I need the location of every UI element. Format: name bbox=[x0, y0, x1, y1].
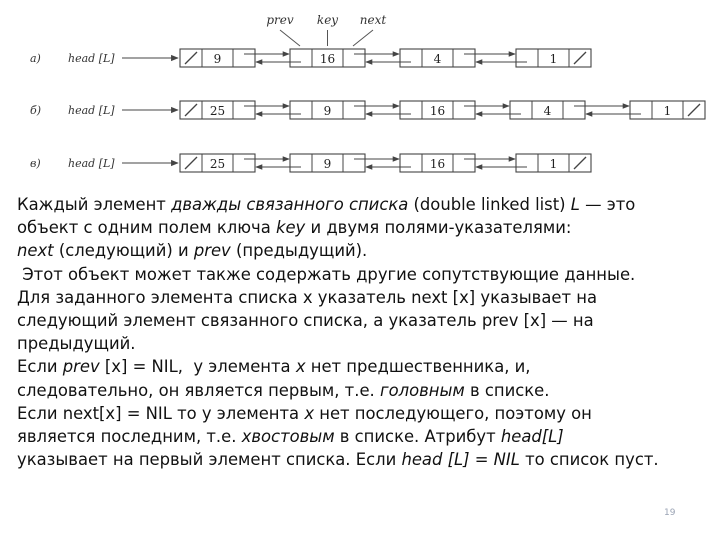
text-segment: то список пуст. bbox=[519, 450, 659, 470]
text-segment: является последним, т.е. bbox=[17, 427, 242, 447]
text-line bbox=[17, 193, 712, 216]
text-segment: следовательно, он является первым, т.е. bbox=[17, 380, 380, 400]
node-key: 9 bbox=[323, 157, 332, 171]
description-text bbox=[17, 193, 712, 471]
list-node bbox=[400, 49, 475, 67]
row-label: а) bbox=[30, 52, 41, 65]
list-node bbox=[290, 49, 365, 67]
list-node bbox=[180, 154, 255, 172]
head-label: head [L] bbox=[68, 52, 115, 65]
node-key: 9 bbox=[323, 104, 332, 118]
list-row-2 bbox=[30, 101, 705, 119]
list-node bbox=[630, 101, 705, 119]
italic-term: head [L] = NIL bbox=[401, 450, 520, 470]
node-key: 1 bbox=[549, 157, 558, 171]
text-segment: нет предшественника, и, bbox=[305, 357, 531, 377]
italic-term: prev bbox=[62, 357, 100, 377]
text-segment: (double linked list) bbox=[408, 195, 571, 214]
text-line bbox=[17, 216, 712, 239]
row-label: в) bbox=[30, 157, 41, 170]
text-segment: предыдущий. bbox=[17, 334, 136, 354]
node-key: 16 bbox=[429, 104, 446, 118]
list-row-1 bbox=[30, 49, 591, 67]
list-node bbox=[516, 154, 591, 172]
italic-term: хвостовым bbox=[241, 427, 335, 447]
text-segment: (следующий) и bbox=[53, 241, 194, 261]
text-segment: в списке. Атрибут bbox=[334, 427, 501, 447]
pointer-label-next: next bbox=[359, 13, 387, 27]
node-key: 16 bbox=[429, 157, 446, 171]
text-line bbox=[17, 355, 712, 378]
text-line bbox=[17, 448, 712, 471]
list-node bbox=[180, 101, 255, 119]
text-segment: в списке. bbox=[464, 380, 550, 400]
text-segment: [x] = NIL, у элемента bbox=[99, 357, 296, 377]
text-line bbox=[17, 263, 712, 286]
text-line bbox=[17, 425, 712, 448]
list-node bbox=[290, 101, 365, 119]
text-line bbox=[17, 332, 712, 355]
italic-term: L bbox=[570, 195, 580, 214]
text-segment: объект с одним полем ключа bbox=[17, 218, 276, 238]
node-key: 25 bbox=[209, 104, 226, 118]
node-key: 4 bbox=[543, 104, 552, 118]
list-node bbox=[400, 154, 475, 172]
text-line bbox=[17, 402, 712, 425]
node-key: 25 bbox=[209, 157, 226, 171]
list-node bbox=[516, 49, 591, 67]
node-key: 1 bbox=[549, 52, 558, 66]
node-key: 16 bbox=[319, 52, 336, 66]
node-key: 4 bbox=[433, 52, 442, 66]
row-label: б) bbox=[30, 104, 42, 117]
list-node bbox=[290, 154, 365, 172]
text-segment: нет последующего, поэтому он bbox=[314, 403, 592, 423]
text-segment: (предыдущий). bbox=[230, 241, 368, 261]
text-segment: следующий элемент связанного списка, а указатель prev [x] — на bbox=[17, 311, 594, 331]
italic-term: prev bbox=[193, 241, 231, 261]
italic-term: x bbox=[304, 403, 315, 423]
italic-term: key bbox=[275, 218, 306, 238]
pointer-label-prev: prev bbox=[266, 13, 294, 27]
list-node bbox=[400, 101, 475, 119]
text-segment: Для заданного элемента списка x указатель next [x] указывает на bbox=[17, 287, 597, 307]
text-segment: Каждый элемент bbox=[17, 195, 172, 214]
italic-term: head[L] bbox=[500, 427, 564, 447]
list-row-3 bbox=[30, 154, 591, 172]
head-label: head [L] bbox=[68, 157, 115, 170]
italic-term: головным bbox=[379, 380, 465, 400]
text-line bbox=[17, 286, 712, 309]
text-segment: и двумя полями-указателями: bbox=[305, 218, 572, 238]
list-node bbox=[510, 101, 585, 119]
pointer-tick-prev bbox=[280, 30, 300, 46]
doubly-linked-list-diagram bbox=[0, 0, 720, 190]
head-label: head [L] bbox=[68, 104, 115, 117]
text-segment: — это bbox=[579, 195, 636, 214]
text-line bbox=[17, 239, 712, 262]
node-key: 1 bbox=[663, 104, 672, 118]
italic-term: дважды связанного списка bbox=[171, 195, 409, 214]
page-number: 19 bbox=[664, 508, 676, 518]
text-segment: указывает на первый элемент списка. Если bbox=[17, 450, 402, 470]
pointer-tick-next bbox=[353, 30, 373, 46]
text-segment: Этот объект может также содержать другие сопутствующие данные. bbox=[17, 264, 636, 284]
text-line bbox=[17, 379, 712, 402]
text-line bbox=[17, 309, 712, 332]
list-node bbox=[180, 49, 255, 67]
italic-term: next bbox=[17, 241, 54, 261]
pointer-label-key: key bbox=[316, 13, 339, 27]
italic-term: x bbox=[295, 357, 306, 377]
text-segment: Если next[x] = NIL то у элемента bbox=[17, 403, 305, 423]
node-key: 9 bbox=[213, 52, 222, 66]
text-segment: Если bbox=[17, 357, 63, 377]
